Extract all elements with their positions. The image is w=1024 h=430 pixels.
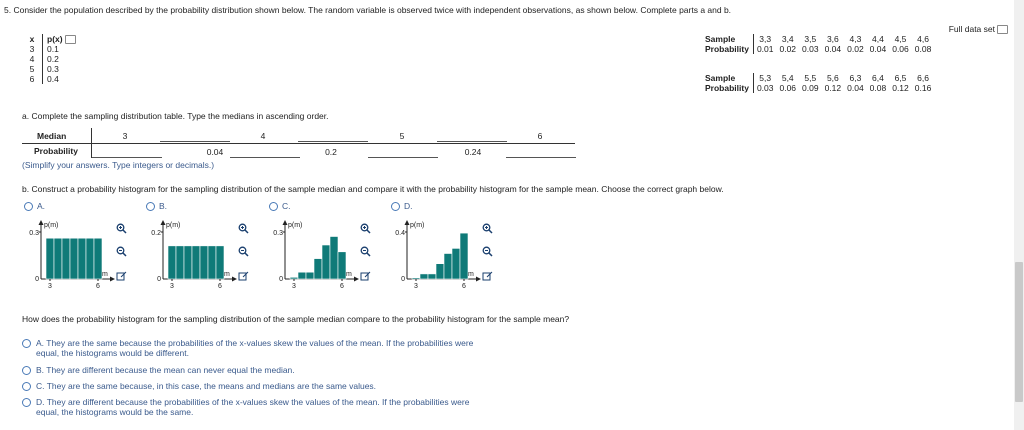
probability-value: 0.09 <box>802 83 819 93</box>
y-origin-tick: 0 <box>157 276 161 283</box>
y-max-tick: 0.3 <box>273 230 283 237</box>
zoom-out-icon[interactable] <box>360 246 371 257</box>
x-tick-label: 3 <box>170 283 174 288</box>
sample-value: 6,3 <box>849 73 862 83</box>
x-header: x <box>24 34 43 44</box>
zoom-out-icon[interactable] <box>116 246 127 257</box>
sample-value: 5,5 <box>804 73 817 83</box>
population-table <box>24 34 82 84</box>
median-input[interactable] <box>298 141 368 142</box>
sample-value: 6,5 <box>894 73 907 83</box>
full-data-set-link[interactable]: Full data set <box>949 24 1008 34</box>
y-max-tick: 0.2 <box>151 230 161 237</box>
x-tick-label: 3 <box>414 283 418 288</box>
y-axis-arrow <box>39 220 44 225</box>
sample-value: 5,6 <box>826 73 839 83</box>
answer-b[interactable]: B. They are different because the mean can never equal the median. <box>22 365 492 375</box>
sample-value: 6,6 <box>917 73 929 83</box>
histogram-bar <box>338 252 346 279</box>
y-origin-tick: 0 <box>35 276 39 283</box>
y-max-tick: 0.4 <box>395 230 405 237</box>
histogram-bar <box>460 233 468 279</box>
histogram-b <box>148 218 248 288</box>
probability-value: 0.03 <box>756 83 774 93</box>
y-axis-arrow <box>161 220 166 225</box>
part-a-text: a. Complete the sampling distribution table. Type the medians in ascending order. <box>22 111 329 121</box>
sample-value: 4,5 <box>894 34 907 44</box>
p-cell: 0.3 <box>47 64 59 75</box>
expand-icon[interactable] <box>116 271 127 282</box>
histogram-bar <box>62 238 70 279</box>
probability-value: 0.16 <box>914 83 932 93</box>
histogram-bar <box>306 272 314 279</box>
x-axis-arrow <box>476 277 481 282</box>
x-axis-arrow <box>354 277 359 282</box>
zoom-in-icon[interactable] <box>238 223 249 234</box>
x-tick-label: 3 <box>292 283 296 288</box>
probability-value: 0.08 <box>914 44 932 54</box>
sample-value: 3,3 <box>759 34 772 44</box>
histogram-bar <box>86 238 94 279</box>
probability-value: 0.03 <box>802 44 819 54</box>
probability-input[interactable] <box>506 157 576 158</box>
option-c-radio[interactable]: C. <box>269 201 291 211</box>
sample-value: 6,4 <box>872 73 884 83</box>
scrollbar[interactable] <box>1014 0 1024 430</box>
median-label: Median <box>37 131 67 141</box>
probability-value: 0.04 <box>824 44 842 54</box>
probability-input[interactable] <box>230 157 300 158</box>
y-max-tick: 0.3 <box>29 230 39 237</box>
median-value: 6 <box>537 131 543 141</box>
histogram-bar <box>444 254 452 280</box>
radio-icon[interactable] <box>22 382 31 391</box>
x-tick-label: 3 <box>48 283 52 288</box>
expand-icon[interactable] <box>482 271 493 282</box>
sample-value: 4,3 <box>849 34 862 44</box>
median-value: 3 <box>122 131 128 141</box>
expand-icon[interactable] <box>360 271 371 282</box>
radio-icon[interactable] <box>22 398 31 407</box>
histogram-bar <box>176 246 184 279</box>
histogram-bar <box>322 245 330 279</box>
radio-icon[interactable] <box>391 202 400 211</box>
histogram-bar <box>412 278 420 279</box>
copy-icon[interactable] <box>65 35 76 44</box>
histogram-d <box>392 218 492 288</box>
probability-label: Probability <box>702 44 753 54</box>
y-axis-label: p(m) <box>44 222 59 229</box>
answer-d[interactable]: D. They are different because the probabilities of the x-values skew the values of the mean. If the probabilities were equal, the histograms would be the same. <box>22 397 492 417</box>
probability-value: 0.24 <box>464 147 482 157</box>
probability-value: 0.2 <box>325 147 337 157</box>
x-axis-arrow <box>110 277 115 282</box>
histogram-bar <box>290 277 298 279</box>
radio-icon[interactable] <box>269 202 278 211</box>
x-axis-label: m <box>346 271 352 278</box>
median-input[interactable] <box>160 141 230 142</box>
histogram-bar <box>184 246 192 279</box>
option-d-radio[interactable]: D. <box>391 201 413 211</box>
zoom-out-icon[interactable] <box>482 246 493 257</box>
expand-icon[interactable] <box>238 271 249 282</box>
option-a-radio[interactable]: A. <box>24 201 45 211</box>
table-rule <box>22 143 575 144</box>
radio-icon[interactable] <box>24 202 33 211</box>
histogram-bar <box>78 238 86 279</box>
histogram-bar <box>46 238 54 279</box>
comparison-question: How does the probability histogram for the sampling distribution of the sample median compare to the probability histogram for the sample mean? <box>22 314 570 324</box>
probability-label: Probability <box>702 83 753 93</box>
histogram-bar <box>420 274 428 279</box>
histogram-bar <box>208 246 216 279</box>
zoom-out-icon[interactable] <box>238 246 249 257</box>
sample-value: 3,4 <box>781 34 794 44</box>
radio-icon[interactable] <box>22 366 31 375</box>
sample-table-1 <box>702 34 934 54</box>
median-value: 4 <box>260 131 266 141</box>
p-cell: 0.2 <box>47 54 59 65</box>
question-number: 5. <box>4 5 12 15</box>
sample-label: Sample <box>702 73 753 83</box>
y-axis-arrow <box>283 220 288 225</box>
probability-value: 0.06 <box>779 83 797 93</box>
p-cell: 0.1 <box>47 44 59 55</box>
sample-value: 5,3 <box>759 73 772 83</box>
probability-value: 0.02 <box>847 44 864 54</box>
probability-value: 0.04 <box>206 147 224 157</box>
x-tick-label: 6 <box>340 283 344 288</box>
x-axis-label: m <box>224 271 230 278</box>
zoom-in-icon[interactable] <box>482 223 493 234</box>
sample-value: 5,4 <box>781 73 794 83</box>
probability-value: 0.12 <box>824 83 842 93</box>
histogram-bar <box>436 264 444 279</box>
probability-value: 0.04 <box>847 83 864 93</box>
probability-value: 0.04 <box>869 44 887 54</box>
histogram-a <box>26 218 126 288</box>
simplify-note: (Simplify your answers. Type integers or decimals.) <box>22 160 215 170</box>
x-cell: 6 <box>24 74 43 84</box>
scrollbar-thumb[interactable] <box>1015 262 1023 402</box>
p-cell: 0.4 <box>47 74 59 85</box>
copy-icon[interactable] <box>997 25 1008 34</box>
sample-table-2 <box>702 73 934 93</box>
question-body: Consider the population described by the probability distribution shown below. The random variable is observed twice with independent observations, as shown below. Complete parts a and b. <box>13 5 732 15</box>
x-cell: 5 <box>24 64 43 74</box>
zoom-in-icon[interactable] <box>116 223 127 234</box>
probability-input[interactable] <box>92 157 162 158</box>
histogram-bar <box>200 246 208 279</box>
sample-value: 3,5 <box>804 34 817 44</box>
histogram-bar <box>168 246 176 279</box>
histogram-bar <box>428 274 436 279</box>
probability-value: 0.01 <box>756 44 774 54</box>
histogram-bar <box>314 259 322 279</box>
probability-value: 0.02 <box>779 44 797 54</box>
y-origin-tick: 0 <box>401 276 405 283</box>
histogram-bar <box>192 246 200 279</box>
y-origin-tick: 0 <box>279 276 283 283</box>
x-cell: 4 <box>24 54 43 64</box>
probability-input[interactable] <box>368 157 438 158</box>
answer-a[interactable]: A. They are the same because the probabilities of the x-values skew the values of the mean. If the probabilities were equal, the histograms would be different. <box>22 338 492 358</box>
probability-value: 0.08 <box>869 83 887 93</box>
question-text <box>4 5 731 15</box>
part-b-text: b. Construct a probability histogram for the sampling distribution of the sample median and compare it with the probability histogram for the sample mean. Choose the correct graph below. <box>22 184 724 194</box>
p-header: p(x) <box>43 34 82 44</box>
histogram-bar <box>54 238 62 279</box>
probability-value: 0.12 <box>892 83 909 93</box>
median-value: 5 <box>399 131 405 141</box>
histogram-bar <box>70 238 78 279</box>
y-axis-label: p(m) <box>166 222 181 229</box>
sample-label: Sample <box>702 34 753 44</box>
y-axis-label: p(m) <box>410 222 425 229</box>
radio-icon[interactable] <box>146 202 155 211</box>
answer-c[interactable]: C. They are the same because, in this case, the means and medians are the same values. <box>22 381 492 391</box>
zoom-in-icon[interactable] <box>360 223 371 234</box>
x-tick-label: 6 <box>218 283 222 288</box>
sample-value: 4,4 <box>872 34 884 44</box>
radio-icon[interactable] <box>22 339 31 348</box>
probability-label: Probability <box>34 146 78 156</box>
x-axis-label: m <box>468 271 474 278</box>
histogram-bar <box>298 272 306 279</box>
x-tick-label: 6 <box>96 283 100 288</box>
histogram-bar <box>330 237 338 280</box>
histogram-bar <box>94 238 102 279</box>
histogram-bar <box>216 246 224 279</box>
sample-value: 3,6 <box>826 34 839 44</box>
x-cell: 3 <box>24 44 43 54</box>
histogram-bar <box>452 248 460 279</box>
y-axis-arrow <box>405 220 410 225</box>
sample-value: 4,6 <box>917 34 929 44</box>
x-axis-label: m <box>102 271 108 278</box>
y-axis-label: p(m) <box>288 222 303 229</box>
probability-value: 0.06 <box>892 44 909 54</box>
x-axis-arrow <box>232 277 237 282</box>
x-tick-label: 6 <box>462 283 466 288</box>
histogram-c <box>270 218 370 288</box>
option-b-radio[interactable]: B. <box>146 201 167 211</box>
median-input[interactable] <box>437 141 507 142</box>
